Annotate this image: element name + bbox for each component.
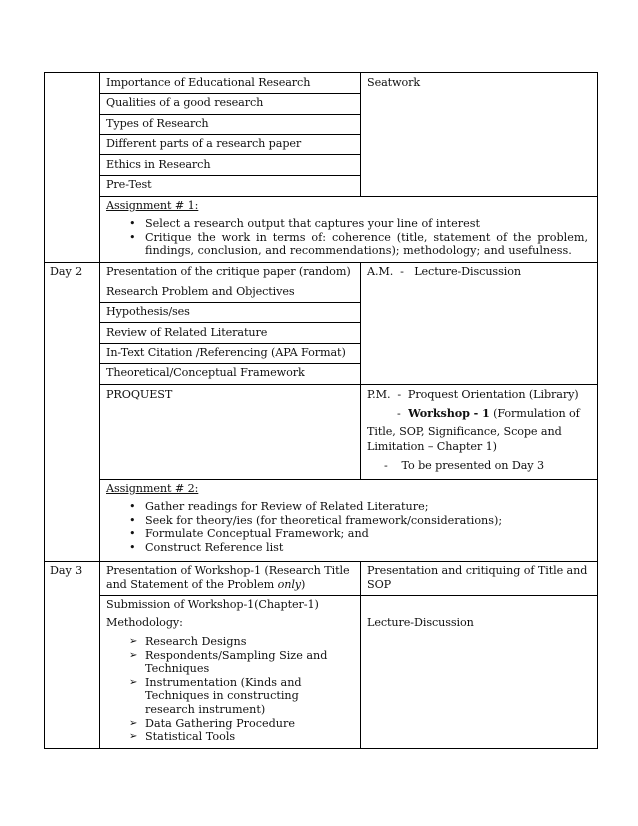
activity-cell: Title, SOP, Significance, Scope and [367,425,562,438]
topic-cell: Qualities of a good research [106,96,264,109]
activity-cell: A.M. - Lecture-Discussion [367,265,521,278]
dash: - [397,407,401,420]
day-column-divider [99,72,100,749]
day2-row-top [44,262,598,263]
table-border-bottom [44,748,598,749]
topic-cell: Importance of Educational Research [106,76,311,89]
topic-cell: PROQUEST [106,388,173,401]
topic-cell: Different parts of a research paper [106,137,302,150]
topic-cell: Pre-Test [106,178,152,191]
workshop-desc: (Formulation of [489,407,580,420]
topic-cell: Hypothesis/ses [106,305,190,318]
row-sep [99,343,361,344]
row-sep [99,93,361,94]
row-sep [99,134,361,135]
activity-cell: P.M. - Proquest Orientation (Library) [367,388,579,401]
methodology-list [145,635,350,744]
list-item: • Seek for theory/ies (for theoretical framework/considerations); [145,514,588,528]
day-label: Day 2 [50,265,83,278]
list-item: • Select a research output that captures your line of interest [145,217,588,231]
topic-cell: Presentation of Workshop-1 (Research Title [106,564,350,577]
activity-cell: Limitation – Chapter 1) [367,440,497,453]
row-sep [99,384,598,385]
assignment-list [145,217,588,258]
list-item: ➢ Data Gathering Procedure [145,717,350,731]
list-item: • Construct Reference list [145,541,588,555]
activity-cell: SOP [367,578,392,591]
topic-cell: Review of Related Literature [106,326,268,339]
topic-cell [106,578,305,592]
row-sep [99,175,361,176]
list-item: • Gather readings for Review of Related Literature; [145,500,588,514]
list-item: ➢ Research Designs [145,635,350,649]
topic-text: ) [301,578,306,591]
row-sep [99,322,361,323]
row-sep [99,479,598,480]
topic-cell: Methodology: [106,616,183,629]
activity-cell: - To be presented on Day 3 [384,459,544,472]
list-item: ➢ Instrumentation (Kinds and Techniques in constructing research instrument) [145,676,350,717]
topic-text: and Statement of the Problem [106,578,278,591]
activity-divider-day3 [360,561,361,749]
list-item: • Critique the work in terms of: coherence (title, statement of the problem, findings, conclusion, and recommendations); methodology; and usefulness. [145,231,588,258]
assignment-list [145,500,588,554]
activity-cell: Presentation and critiquing of Title and [367,564,588,577]
topic-cell: Submission of Workshop-1(Chapter-1) [106,598,319,611]
table-border-right [597,72,598,749]
assignment-title: Assignment # 1: [106,199,199,212]
topic-cell: Ethics in Research [106,158,211,171]
assignment-title: Assignment # 2: [106,482,199,495]
row-sep [99,114,361,115]
activity-cell: Lecture-Discussion [367,616,474,629]
topic-cell: Types of Research [106,117,209,130]
topic-cell: In-Text Citation /Referencing (APA Format) [106,346,346,359]
row-sep [99,363,361,364]
topic-emphasis: only [277,578,302,591]
row-sep [99,196,598,197]
activity-cell: Seatwork [367,76,421,89]
topic-cell: Presentation of the critique paper (random) [106,265,351,278]
list-item: ➢ Respondents/Sampling Size and Techniques [145,649,350,676]
row-sep [99,302,361,303]
day-label: Day 3 [50,564,83,577]
list-item: • Formulate Conceptual Framework; and [145,527,588,541]
table-border-top [44,72,598,73]
row-sep [99,154,361,155]
day3-row-top [44,561,598,562]
topic-cell: Theoretical/Conceptual Framework [106,366,305,379]
activity-divider-day2 [360,262,361,479]
workshop-line [397,406,580,421]
row-sep [99,595,598,596]
list-item: ➢ Statistical Tools [145,730,350,744]
workshop-label: Workshop - 1 [408,406,490,420]
table-border-left [44,72,45,749]
topic-cell: Research Problem and Objectives [106,285,295,298]
